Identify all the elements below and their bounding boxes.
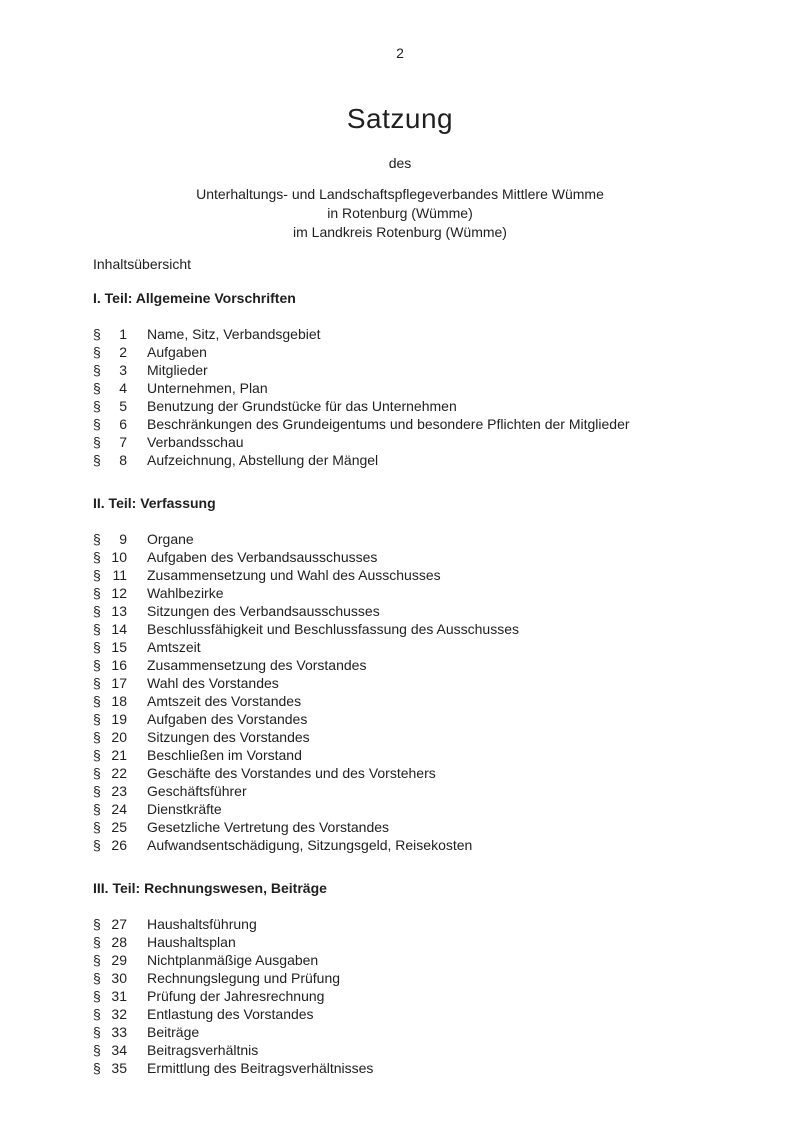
paragraph-sign: §: [93, 585, 101, 601]
paragraph-number: 30: [111, 970, 127, 986]
section-items: [93, 530, 720, 854]
toc-item: [93, 566, 720, 584]
paragraph-sign: §: [93, 531, 101, 547]
section-heading: III. Teil: Rechnungswesen, Beiträge: [93, 880, 327, 896]
toc-section: [93, 494, 720, 854]
paragraph-number: 13: [111, 603, 127, 619]
paragraph-title: Wahlbezirke: [147, 585, 224, 601]
toc-item: [93, 933, 720, 951]
toc-item: [93, 433, 720, 451]
paragraph-sign: §: [93, 934, 101, 950]
paragraph-number: 7: [119, 434, 127, 450]
paragraph-title: Aufgaben des Verbandsausschusses: [147, 549, 378, 565]
paragraph-sign: §: [93, 567, 101, 583]
paragraph-number: 34: [111, 1042, 127, 1058]
paragraph-number: 3: [119, 362, 127, 378]
paragraph-title: Zusammensetzung und Wahl des Ausschusses: [147, 567, 441, 583]
paragraph-sign: §: [93, 711, 101, 727]
toc-item: [93, 325, 720, 343]
paragraph-sign: §: [93, 657, 101, 673]
paragraph-sign: §: [93, 621, 101, 637]
paragraph-sign: §: [93, 398, 101, 414]
toc-item: [93, 674, 720, 692]
paragraph-sign: §: [93, 1060, 101, 1076]
paragraph-sign: §: [93, 783, 101, 799]
paragraph-number: 20: [111, 729, 127, 745]
toc-item: [93, 451, 720, 469]
toc-item: [93, 692, 720, 710]
paragraph-title: Haushaltsführung: [147, 916, 257, 932]
toc-item: [93, 379, 720, 397]
paragraph-number: 26: [111, 837, 127, 853]
paragraph-number: 6: [119, 416, 127, 432]
paragraph-sign: §: [93, 434, 101, 450]
section-heading: II. Teil: Verfassung: [93, 495, 216, 511]
paragraph-number: 33: [111, 1024, 127, 1040]
paragraph-title: Geschäftsführer: [147, 783, 247, 799]
paragraph-title: Aufgaben: [147, 344, 207, 360]
paragraph-title: Mitglieder: [147, 362, 208, 378]
title-of-label: des: [388, 155, 412, 171]
section-items: [93, 915, 720, 1077]
toc-item: [93, 638, 720, 656]
paragraph-title: Name, Sitz, Verbandsgebiet: [147, 326, 321, 342]
paragraph-title: Gesetzliche Vertretung des Vorstandes: [147, 819, 390, 835]
paragraph-sign: §: [93, 729, 101, 745]
paragraph-number: 11: [112, 567, 127, 583]
paragraph-sign: §: [93, 344, 101, 360]
toc-item: [93, 746, 720, 764]
paragraph-title: Nichtplanmäßige Ausgaben: [147, 952, 319, 968]
document-title: Satzung: [346, 103, 454, 134]
paragraph-sign: §: [93, 837, 101, 853]
paragraph-sign: §: [93, 362, 101, 378]
paragraph-number: 25: [111, 819, 127, 835]
paragraph-sign: §: [93, 639, 101, 655]
toc-item: [93, 1005, 720, 1023]
paragraph-number: 16: [111, 657, 127, 673]
paragraph-number: 15: [111, 639, 127, 655]
paragraph-title: Entlastung des Vorstandes: [147, 1006, 314, 1022]
paragraph-title: Beiträge: [147, 1024, 200, 1040]
paragraph-sign: §: [93, 801, 101, 817]
paragraph-number: 18: [111, 693, 127, 709]
paragraph-title: Beschränkungen des Grundeigentums und besondere Pflichten der Mitglieder: [147, 416, 630, 432]
paragraph-number: 10: [111, 549, 127, 565]
paragraph-title: Prüfung der Jahresrechnung: [147, 988, 325, 1004]
toc-item: [93, 620, 720, 638]
paragraph-sign: §: [93, 675, 101, 691]
paragraph-sign: §: [93, 380, 101, 396]
paragraph-number: 5: [119, 398, 127, 414]
organization-name-block: [80, 185, 720, 242]
paragraph-number: 31: [111, 988, 127, 1004]
toc-section: [93, 879, 720, 1077]
paragraph-title: Sitzungen des Verbandsausschusses: [147, 603, 380, 619]
toc-item: [93, 987, 720, 1005]
paragraph-sign: §: [93, 819, 101, 835]
toc-item: [93, 361, 720, 379]
paragraph-sign: §: [93, 765, 101, 781]
paragraph-number: 29: [111, 952, 127, 968]
paragraph-number: 32: [111, 1006, 127, 1022]
paragraph-number: 1: [119, 326, 127, 342]
paragraph-sign: §: [93, 693, 101, 709]
paragraph-number: 14: [111, 621, 127, 637]
paragraph-number: 2: [119, 344, 127, 360]
paragraph-sign: §: [93, 1006, 101, 1022]
toc-item: [93, 397, 720, 415]
paragraph-sign: §: [93, 988, 101, 1004]
paragraph-number: 22: [111, 765, 127, 781]
paragraph-sign: §: [93, 747, 101, 763]
toc-item: [93, 818, 720, 836]
paragraph-sign: §: [93, 452, 101, 468]
toc-section: [93, 289, 720, 469]
paragraph-number: 8: [119, 452, 127, 468]
toc-item: [93, 915, 720, 933]
toc-item: [93, 836, 720, 854]
toc-item: [93, 1059, 720, 1077]
paragraph-number: 21: [111, 747, 127, 763]
paragraph-sign: §: [93, 326, 101, 342]
toc-item: [93, 728, 720, 746]
toc-item: [93, 800, 720, 818]
toc-item: [93, 764, 720, 782]
organization-district-line: im Landkreis Rotenburg (Wümme): [293, 224, 507, 240]
toc-item: [93, 584, 720, 602]
paragraph-title: Sitzungen des Vorstandes: [147, 729, 310, 745]
paragraph-title: Aufwandsentschädigung, Sitzungsgeld, Reisekosten: [147, 837, 473, 853]
toc-item: [93, 951, 720, 969]
paragraph-title: Beschlussfähigkeit und Beschlussfassung des Ausschusses: [147, 621, 519, 637]
paragraph-title: Unternehmen, Plan: [147, 380, 268, 396]
toc-item: [93, 782, 720, 800]
paragraph-number: 4: [119, 380, 127, 396]
paragraph-title: Haushaltsplan: [147, 934, 236, 950]
paragraph-title: Rechnungslegung und Prüfung: [147, 970, 341, 986]
paragraph-sign: §: [93, 416, 101, 432]
paragraph-title: Organe: [147, 531, 194, 547]
paragraph-number: 9: [119, 531, 127, 547]
paragraph-number: 12: [111, 585, 127, 601]
paragraph-sign: §: [93, 1024, 101, 1040]
toc-item: [93, 343, 720, 361]
paragraph-number: 24: [111, 801, 127, 817]
paragraph-title: Geschäfte des Vorstandes und des Vorstehers: [147, 765, 436, 781]
paragraph-number: 17: [111, 675, 127, 691]
paragraph-number: 27: [111, 916, 127, 932]
paragraph-title: Beitragsverhältnis: [147, 1042, 259, 1058]
section-heading: I. Teil: Allgemeine Vorschriften: [93, 290, 296, 306]
paragraph-title: Ermittlung des Beitragsverhältnisses: [147, 1060, 374, 1076]
paragraph-sign: §: [93, 952, 101, 968]
paragraph-title: Aufzeichnung, Abstellung der Mängel: [147, 452, 379, 468]
toc-item: [93, 1041, 720, 1059]
paragraph-number: 23: [111, 783, 127, 799]
toc-item: [93, 969, 720, 987]
paragraph-sign: §: [93, 549, 101, 565]
organization-name-line: Unterhaltungs- und Landschaftspflegeverbandes Mittlere Wümme: [196, 186, 604, 202]
paragraph-sign: §: [93, 603, 101, 619]
paragraph-title: Beschließen im Vorstand: [147, 747, 302, 763]
toc-label: Inhaltsübersicht: [93, 256, 192, 272]
toc-item: [93, 656, 720, 674]
paragraph-title: Aufgaben des Vorstandes: [147, 711, 308, 727]
paragraph-sign: §: [93, 1042, 101, 1058]
paragraph-sign: §: [93, 916, 101, 932]
paragraph-title: Amtszeit des Vorstandes: [147, 693, 302, 709]
organization-location-line: in Rotenburg (Wümme): [327, 205, 473, 221]
paragraph-title: Zusammensetzung des Vorstandes: [147, 657, 367, 673]
toc-item: [93, 602, 720, 620]
paragraph-number: 19: [111, 711, 127, 727]
page-number: 2: [396, 45, 404, 61]
section-items: [93, 325, 720, 469]
paragraph-sign: §: [93, 970, 101, 986]
toc-item: [93, 1023, 720, 1041]
paragraph-title: Benutzung der Grundstücke für das Unternehmen: [147, 398, 457, 414]
toc-item: [93, 415, 720, 433]
paragraph-title: Amtszeit: [147, 639, 201, 655]
toc-item: [93, 530, 720, 548]
paragraph-title: Wahl des Vorstandes: [147, 675, 279, 691]
paragraph-title: Verbandsschau: [147, 434, 244, 450]
paragraph-title: Dienstkräfte: [147, 801, 222, 817]
toc-item: [93, 710, 720, 728]
paragraph-number: 28: [111, 934, 127, 950]
toc-sections: [93, 289, 720, 1077]
paragraph-number: 35: [111, 1060, 127, 1076]
toc-item: [93, 548, 720, 566]
